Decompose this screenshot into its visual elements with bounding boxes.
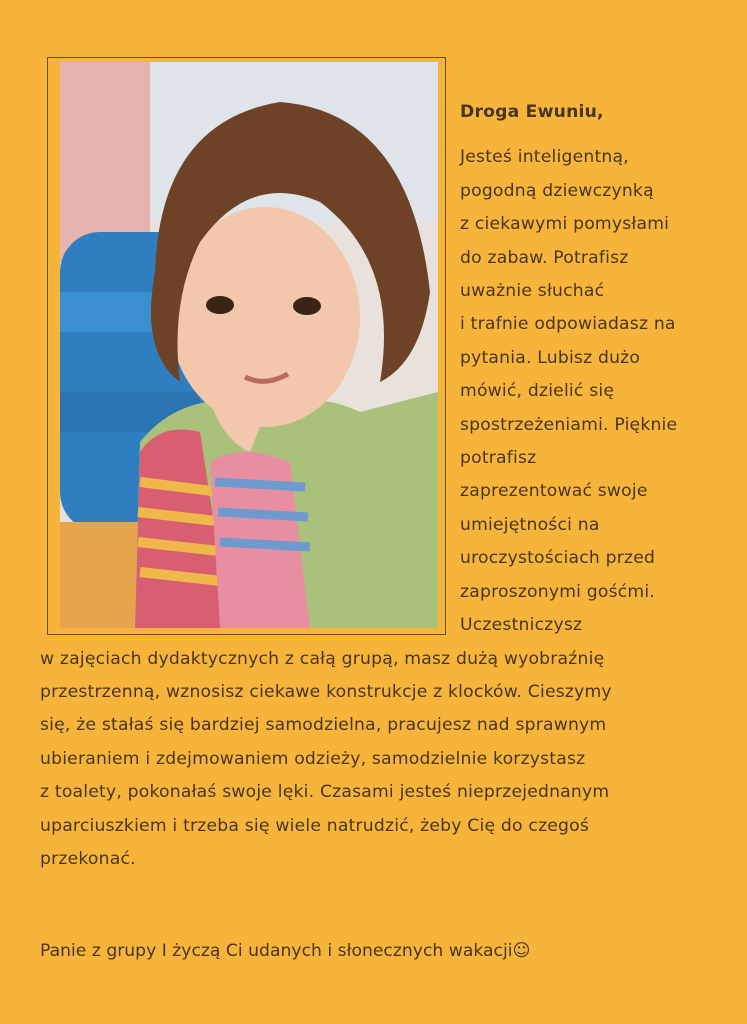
letter-line: z toalety, pokonałaś swoje lęki. Czasami jesteś nieprzejednanym	[40, 782, 610, 803]
letter-line: ubieraniem i zdejmowaniem odzieży, samodzielnie korzystasz	[40, 748, 586, 769]
letter-line: umiejętności na	[460, 514, 600, 535]
letter-line: się, że stałaś się bardziej samodzielna, pracujesz nad sprawnym	[40, 715, 607, 736]
letter-line: spostrzeżeniami. Pięknie	[460, 414, 678, 435]
letter-line: uparciuszkiem i trzeba się wiele natrudzić, żeby Cię do czegoś	[40, 815, 590, 836]
letter-line: pytania. Lubisz dużo	[460, 347, 641, 368]
letter-line: z ciekawymi pomysłami	[460, 214, 670, 235]
letter-line: i trafnie odpowiadasz na	[460, 314, 676, 335]
letter-line: do zabaw. Potrafisz	[460, 247, 629, 268]
letter-line: w zajęciach dydaktycznych z całą grupą, masz dużą wyobraźnię	[40, 648, 605, 669]
closing-wishes: Panie z grupy I życzą Ci udanych i słonecznych wakacji☺	[40, 941, 531, 961]
letter-line: mówić, dzielić się	[460, 381, 615, 402]
letter-body	[40, 96, 715, 876]
letter-line: uważnie słuchać	[460, 281, 605, 302]
letter-line: Jesteś inteligentną,	[460, 147, 629, 168]
letter-line: pogodną dziewczynką	[460, 180, 654, 201]
letter-line: zaprezentować swoje	[460, 481, 648, 502]
letter-line: Uczestniczysz	[460, 615, 583, 636]
letter-line: przekonać.	[40, 848, 136, 869]
letter-line: potrafisz	[460, 448, 537, 469]
letter-line: zaproszonymi gośćmi.	[460, 581, 656, 602]
greeting: Droga Ewuniu,	[460, 102, 604, 122]
letter-line: uroczystościach przed	[460, 548, 656, 569]
letter-line: przestrzenną, wznosisz ciekawe konstrukcje z klocków. Cieszymy	[40, 681, 612, 702]
